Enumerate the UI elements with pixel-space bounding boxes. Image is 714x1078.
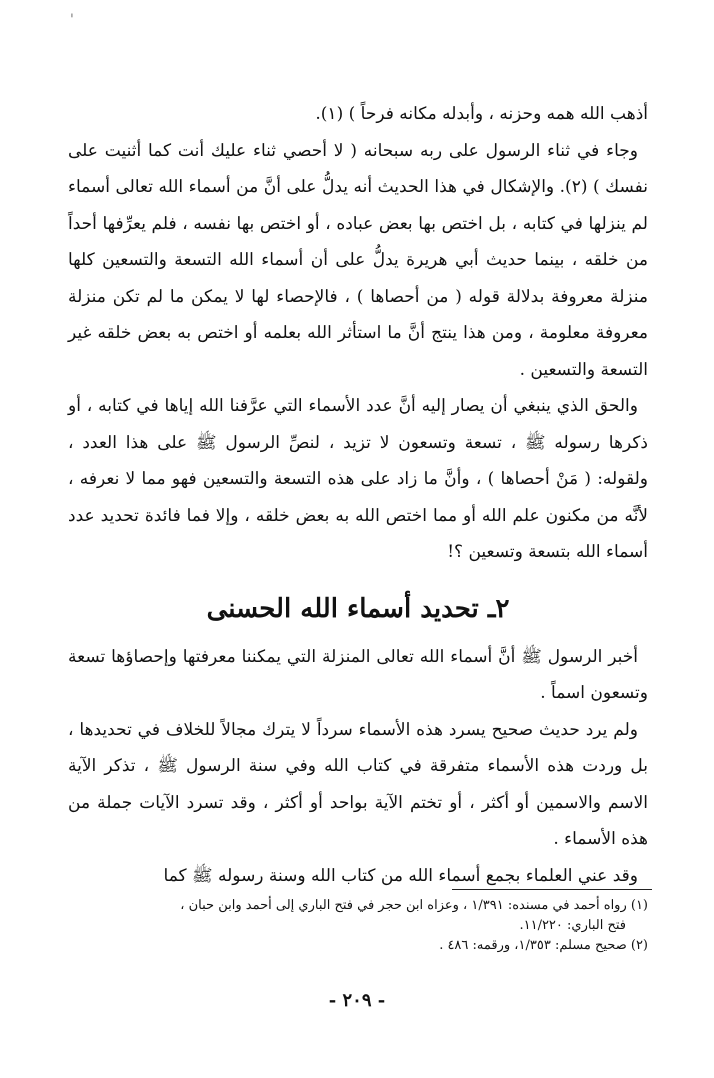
main-text (68, 96, 648, 894)
footnote-1: (١) رواه أحمد في مسنده: ١/٣٩١ ، وعزاه ابن حجر في فتح الباري إلى أحمد وابن حبان ، (180, 898, 648, 913)
paragraph-6: وقد عني العلماء بجمع أسماء الله من كتاب الله وسنة رسوله ﷺ كما (163, 865, 638, 886)
section-heading: ٢ـ تحديد أسماء الله الحسنى (206, 593, 510, 624)
footnote-2: (٢) صحيح مسلم: ١/٣٥٣، ورقمه: ٤٨٦ . (439, 938, 648, 953)
page-number: - ٢٠٩ - (328, 990, 386, 1011)
footnote-1-continuation: فتح الباري: ١١/٢٢٠. (519, 918, 626, 933)
paragraph-3: والحق الذي ينبغي أن يصار إليه أنَّ عدد الأسماء التي عرَّفنا الله إياها في كتابه ، أو ذكرها رسوله ﷺ ، تسعة وتسعون لا تزيد ، لنصِّ الرسول ﷺ على هذا العدد ، ولقوله: ( مَنْ أحصاها ) ، وأنَّ ما زاد على هذه التسعة والتسعين فهو مما لا نعرفه ، لأنَّه من مكنون علم الله أو مما اختص الله به بعض خلقه ، وإلا فما فائدة تحديد عدد أسماء الله بتسعة وتسعين ؟! (68, 396, 648, 562)
footnote-divider (452, 889, 652, 890)
footnotes (68, 896, 648, 956)
paragraph-4: أخبر الرسول ﷺ أنَّ أسماء الله تعالى المنزلة التي يمكننا معرفتها وإحصاؤها تسعة وتسعون اسماً . (68, 646, 648, 703)
paragraph-1: أذهب الله همه وحزنه ، وأبدله مكانه فرحاً ) (١). (315, 104, 648, 124)
corner-mark: ' (70, 12, 74, 28)
paragraph-5: ولم يرد حديث صحيح يسرد هذه الأسماء سرداً لا يترك مجالاً للخلاف في تحديدها ، بل وردت هذه الأسماء متفرقة في كتاب الله وفي سنة الرسول ﷺ ، تذكر الآية الاسم والاسمين أو أكثر ، أو تختم الآية بواحد أو أكثر ، وقد تسرد الآيات جملة من هذه الأسماء . (68, 719, 648, 849)
paragraph-2: وجاء في ثناء الرسول على ربه سبحانه ( لا أحصي ثناء عليك أنت كما أثنيت على نفسك ) (٢). والإشكال في هذا الحديث أنه يدلُّ على أنَّ من أسماء الله تعالى أسماء لم ينزلها في كتابه ، بل اختص بها بعض عباده ، أو اختص بها نفسه ، فلم يعرِّفها أحداً من خلقه ، بينما حديث أبي هريرة يدلُّ على أن أسماء الله التسعة والتسعين كلها منزلة معروفة بدلالة قوله ( من أحصاها ) ، فالإحصاء لها لا يمكن ما لم تكن منزلة معروفة معلومة ، ومن هذا ينتج أنَّ ما استأثر الله بعلمه أو اختص به بعض خلقه غير التسعة والتسعين . (68, 140, 648, 380)
